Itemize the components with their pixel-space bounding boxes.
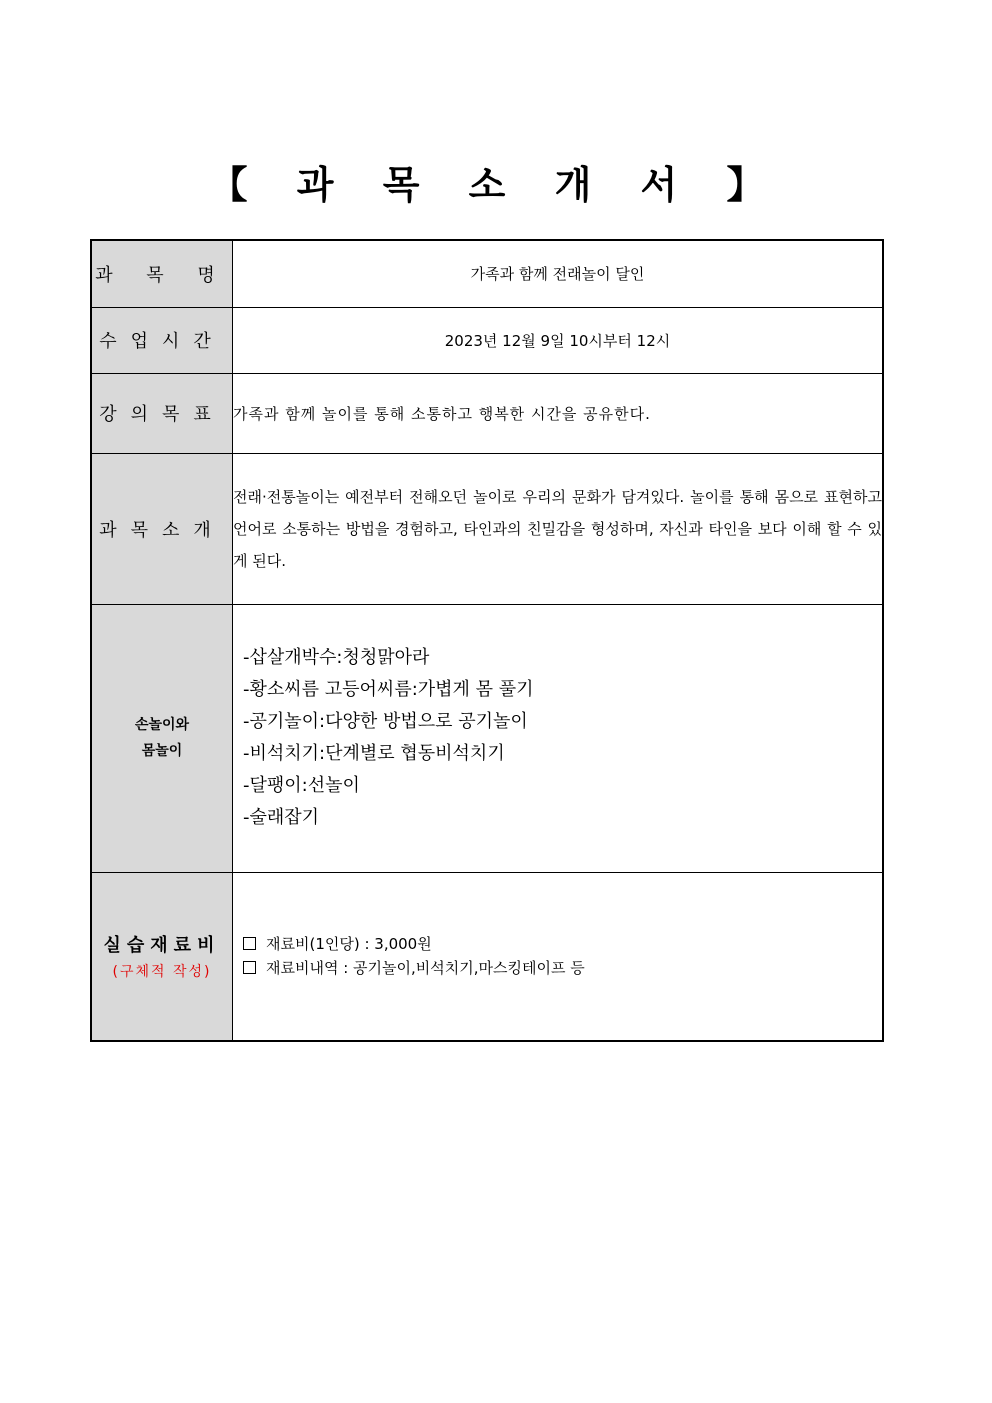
fee-label-note: (구체적 작성): [112, 964, 212, 981]
class-time-row: [91, 307, 883, 373]
fee-list: [233, 932, 882, 980]
subject-value: 가족과 함께 전래놀이 달인: [233, 240, 884, 307]
fee-label-main: 실습재료비: [103, 935, 221, 957]
goal-label: 강의목표: [91, 373, 233, 453]
list-item: -달팽이:선놀이: [243, 775, 360, 796]
fee-item-text: 재료비(1인당) : 3,000원: [266, 935, 432, 954]
course-info-table: [90, 239, 884, 1042]
goal-row: [91, 373, 883, 453]
goal-value: 가족과 함께 놀이를 통해 소통하고 행복한 시간을 공유한다.: [233, 373, 884, 453]
play-row: [91, 604, 883, 872]
fee-value: [233, 872, 884, 1041]
play-list: [233, 642, 882, 834]
list-item: -공기놀이:다양한 방법으로 공기놀이: [243, 711, 528, 732]
intro-label: 과목소개: [91, 453, 233, 604]
list-item: [243, 932, 882, 956]
checkbox-square-icon: [243, 937, 256, 950]
list-item: -삽살개박수:청청맑아라: [243, 647, 430, 668]
list-item: -황소씨름 고등어씨름:가볍게 몸 풀기: [243, 679, 534, 700]
document-title: 【 과 목 소 개 서 】: [209, 163, 783, 207]
play-label: [91, 604, 233, 872]
checkbox-square-icon: [243, 961, 256, 974]
fee-label: [91, 872, 233, 1041]
play-label-line2: 몸놀이: [141, 743, 183, 759]
list-item: [243, 956, 882, 980]
subject-row: [91, 240, 883, 307]
fee-item-text: 재료비내역 : 공기놀이,비석치기,마스킹테이프 등: [266, 959, 585, 978]
class-time-value: 2023년 12월 9일 10시부터 12시: [233, 307, 884, 373]
intro-value: 전래·전통놀이는 예전부터 전해오던 놀이로 우리의 문화가 담겨있다. 놀이를 통해 몸으로 표현하고 언어로 소통하는 방법을 경험하고, 타인과의 친밀감을 형성하며, 자신과 타인을 보다 이해 할 수 있게 된다.: [233, 453, 884, 604]
fee-row: [91, 872, 883, 1041]
play-value: [233, 604, 884, 872]
play-label-line1: 손놀이와: [134, 717, 190, 733]
subject-label: 과 목 명: [91, 240, 233, 307]
list-item: -술래잡기: [243, 807, 320, 828]
list-item: -비석치기:단계별로 협동비석치기: [243, 743, 505, 764]
intro-row: [91, 453, 883, 604]
class-time-label: 수업시간: [91, 307, 233, 373]
